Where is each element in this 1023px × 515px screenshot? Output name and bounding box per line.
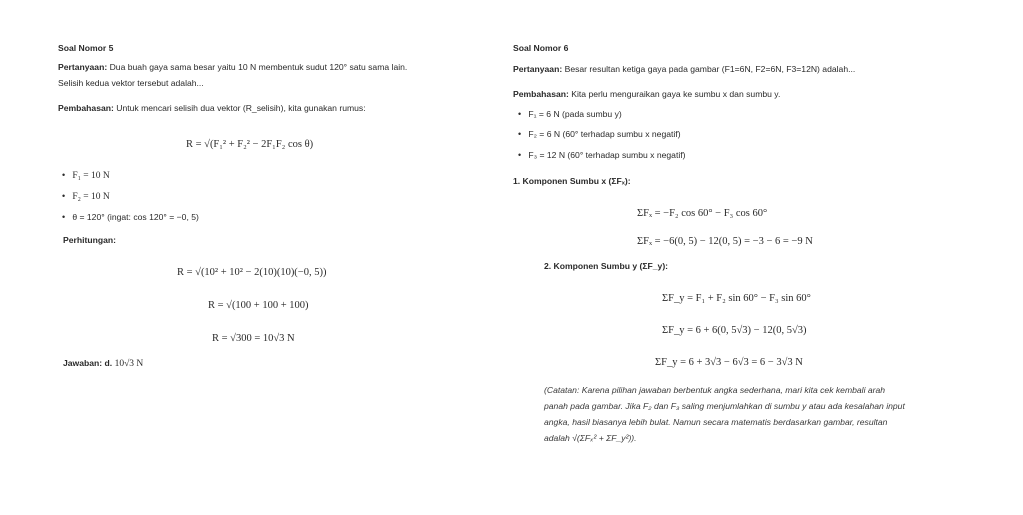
problem-6-discussion bbox=[513, 89, 780, 99]
bullet-item: • F₂ = 10 N bbox=[62, 191, 110, 202]
bullet-text: F₂ = 10 N bbox=[72, 192, 110, 202]
note-line: adalah √(ΣFₓ² + ΣF_y²)). bbox=[544, 433, 637, 443]
question-text: Besar resultan ketiga gaya pada gambar (F1=6N, F2=6N, F3=12N) adalah... bbox=[564, 64, 856, 74]
bullet-text: F₃ = 12 N (60° terhadap sumbu x negatif) bbox=[528, 150, 686, 160]
calc-line: R = √300 = 10√3 N bbox=[212, 333, 295, 344]
bullet-text: θ = 120° (ingat: cos 120° = −0, 5) bbox=[72, 212, 199, 222]
problem-5-title: Soal Nomor 5 bbox=[58, 43, 114, 53]
y-line: ΣF_y = 6 + 6(0, 5√3) − 12(0, 5√3) bbox=[662, 325, 807, 336]
bullet-item: • F₃ = 12 N (60° terhadap sumbu x negatif) bbox=[518, 150, 686, 160]
discussion-text: Untuk mencari selisih dua vektor (R_selisih), kita gunakan rumus: bbox=[116, 103, 366, 113]
calc-line: R = √(100 + 100 + 100) bbox=[208, 300, 309, 311]
note-line: angka, hasil biasanya lebih bulat. Namun secara matematis berdasarkan gambar, resultan bbox=[544, 417, 888, 427]
question-text-line1: Dua buah gaya sama besar yaitu 10 N membentuk sudut 120° satu sama lain. bbox=[109, 62, 408, 72]
answer-value: 10√3 N bbox=[114, 359, 144, 369]
bullet-item: • F₁ = 10 N bbox=[62, 170, 110, 181]
bullet-text: F₂ = 6 N (60° terhadap sumbu x negatif) bbox=[528, 129, 681, 139]
question-label: Pertanyaan: bbox=[513, 64, 563, 74]
answer bbox=[63, 358, 143, 369]
problem-5-question bbox=[58, 62, 407, 72]
x-line: ΣFₓ = −F₂ cos 60° − F₃ cos 60° bbox=[637, 208, 768, 219]
problem-6-question bbox=[513, 64, 855, 74]
discussion-label: Pembahasan: bbox=[58, 103, 114, 113]
discussion-label: Pembahasan: bbox=[513, 89, 569, 99]
bullet-item: • F₁ = 6 N (pada sumbu y) bbox=[518, 109, 622, 119]
y-line: ΣF_y = F₁ + F₂ sin 60° − F₃ sin 60° bbox=[662, 293, 811, 304]
discussion-text: Kita perlu menguraikan gaya ke sumbu x dan sumbu y. bbox=[571, 89, 781, 99]
answer-label: Jawaban: d. bbox=[63, 358, 113, 368]
problem-6-title: Soal Nomor 6 bbox=[513, 43, 569, 53]
problem-5-discussion bbox=[58, 103, 366, 113]
note-line: panah pada gambar. Jika F₂ dan F₃ saling menjumlahkan di sumbu y atau ada kesalahan input bbox=[544, 401, 905, 411]
question-label: Pertanyaan: bbox=[58, 62, 108, 72]
x-line: ΣFₓ = −6(0, 5) − 12(0, 5) = −3 − 6 = −9 N bbox=[637, 236, 813, 247]
main-formula: R = √(F₁² + F₂² − 2F₁F₂ cos θ) bbox=[186, 139, 314, 150]
bullet-text: F₁ = 10 N bbox=[72, 171, 110, 181]
bullet-text: F₁ = 6 N (pada sumbu y) bbox=[528, 109, 622, 119]
question-text-line2: Selisih kedua vektor tersebut adalah... bbox=[58, 78, 204, 88]
bullet-item: • θ = 120° (ingat: cos 120° = −0, 5) bbox=[62, 212, 199, 222]
y-component-heading: 2. Komponen Sumbu y (ΣF_y): bbox=[544, 261, 669, 271]
bullet-item: • F₂ = 6 N (60° terhadap sumbu x negatif) bbox=[518, 129, 681, 139]
x-component-heading: 1. Komponen Sumbu x (ΣFₓ): bbox=[513, 176, 631, 186]
y-line: ΣF_y = 6 + 3√3 − 6√3 = 6 − 3√3 N bbox=[655, 357, 803, 368]
note-line: (Catatan: Karena pilihan jawaban berbentuk angka sederhana, mari kita cek kembali arah bbox=[544, 385, 886, 395]
calc-label: Perhitungan: bbox=[63, 235, 116, 245]
calc-line: R = √(10² + 10² − 2(10)(10)(−0, 5)) bbox=[177, 267, 327, 278]
